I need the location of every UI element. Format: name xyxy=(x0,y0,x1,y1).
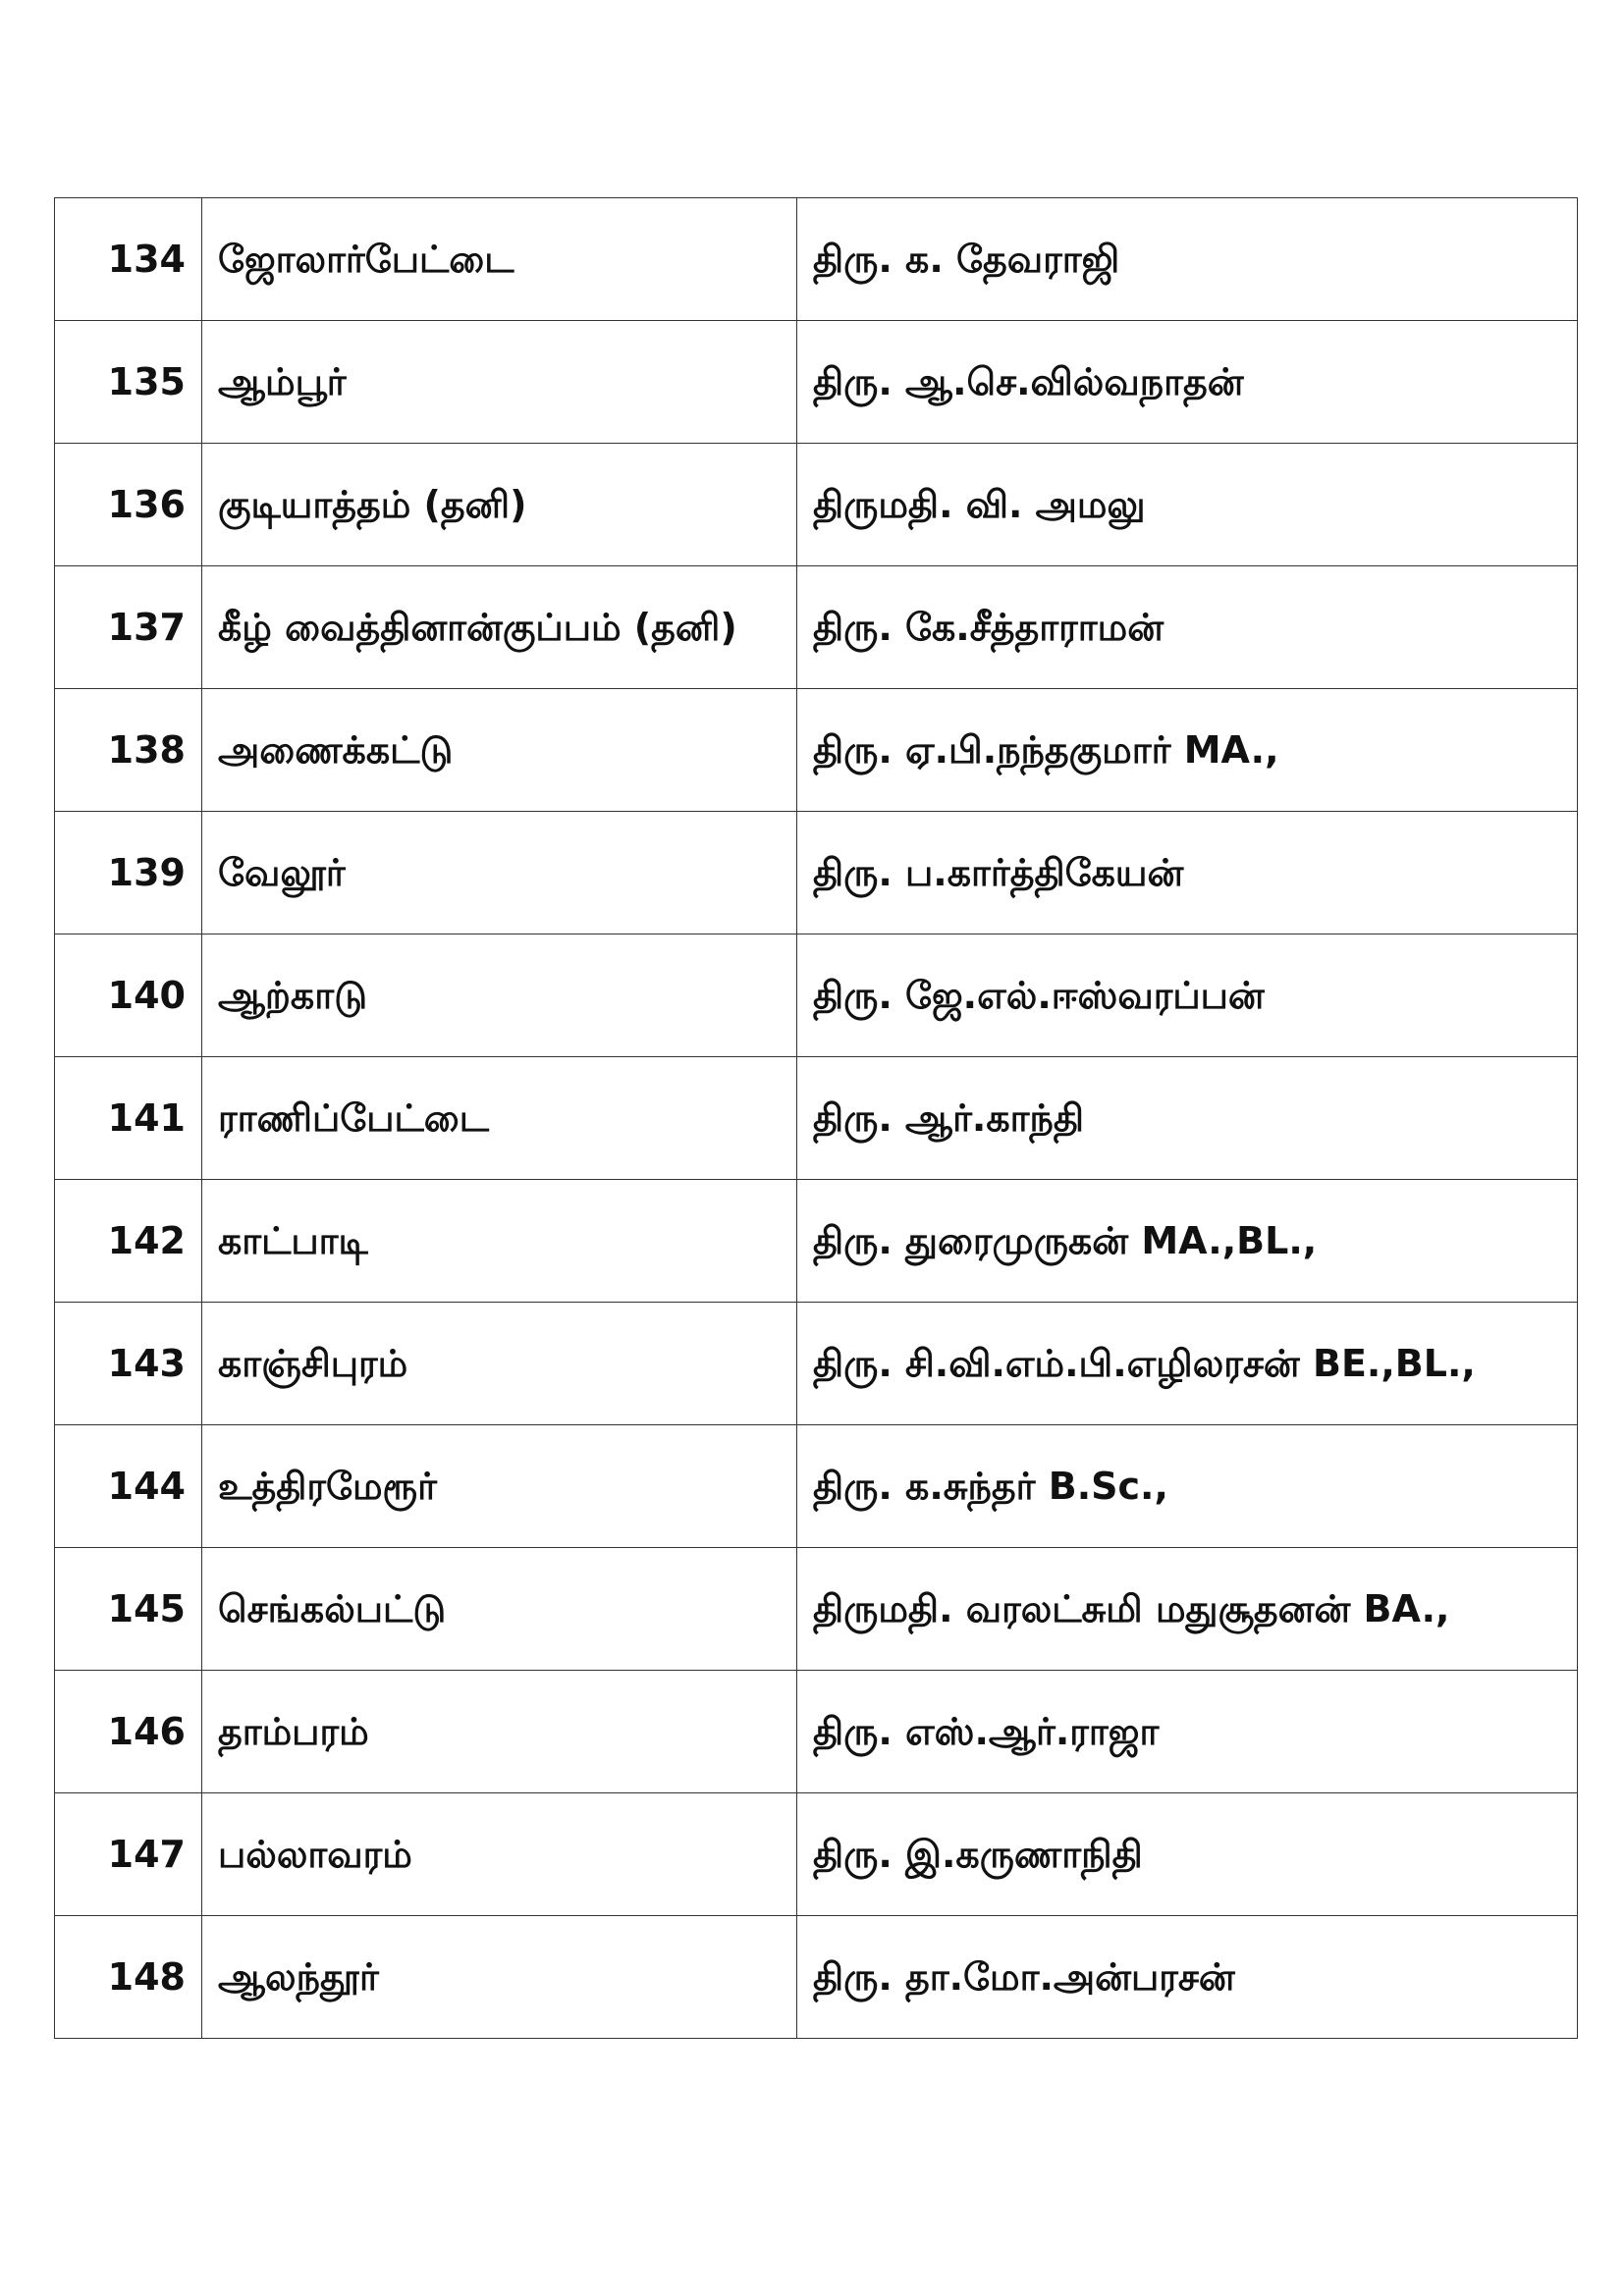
serial-number: 140 xyxy=(55,934,202,1057)
table-row xyxy=(55,1548,1578,1671)
constituency-name: உத்திரமேரூர் xyxy=(202,1425,797,1548)
table-row xyxy=(55,1671,1578,1793)
table-row xyxy=(55,812,1578,934)
constituency-name: காஞ்சிபுரம் xyxy=(202,1303,797,1425)
table-row xyxy=(55,321,1578,444)
candidate-name: திரு. ஏ.பி.நந்தகுமார் MA., xyxy=(797,689,1578,812)
serial-number: 139 xyxy=(55,812,202,934)
constituency-name: வேலூர் xyxy=(202,812,797,934)
serial-number: 143 xyxy=(55,1303,202,1425)
constituency-name: பல்லாவரம் xyxy=(202,1793,797,1916)
candidate-name: திரு. துரைமுருகன் MA.,BL., xyxy=(797,1180,1578,1303)
serial-number: 146 xyxy=(55,1671,202,1793)
serial-number: 147 xyxy=(55,1793,202,1916)
table-row xyxy=(55,444,1578,566)
candidate-name: திரு. எஸ்.ஆர்.ராஜா xyxy=(797,1671,1578,1793)
serial-number: 142 xyxy=(55,1180,202,1303)
table-row xyxy=(55,1425,1578,1548)
constituency-name: தாம்பரம் xyxy=(202,1671,797,1793)
candidate-name: திரு. தா.மோ.அன்பரசன் xyxy=(797,1916,1578,2039)
table-row xyxy=(55,1180,1578,1303)
table-row xyxy=(55,566,1578,689)
serial-number: 138 xyxy=(55,689,202,812)
candidate-name: திருமதி. வரலட்சுமி மதுசூதனன் BA., xyxy=(797,1548,1578,1671)
serial-number: 134 xyxy=(55,198,202,321)
table-row xyxy=(55,934,1578,1057)
serial-number: 137 xyxy=(55,566,202,689)
serial-number: 136 xyxy=(55,444,202,566)
candidate-name: திரு. இ.கருணாநிதி xyxy=(797,1793,1578,1916)
table-row xyxy=(55,689,1578,812)
candidate-name: திருமதி. வி. அமலு xyxy=(797,444,1578,566)
constituency-name: கீழ் வைத்தினான்குப்பம் (தனி) xyxy=(202,566,797,689)
candidate-name: திரு. ஆர்.காந்தி xyxy=(797,1057,1578,1180)
table-row xyxy=(55,1057,1578,1180)
constituency-name: ஆற்காடு xyxy=(202,934,797,1057)
constituency-name: ஆம்பூர் xyxy=(202,321,797,444)
constituency-name: காட்பாடி xyxy=(202,1180,797,1303)
candidate-name: திரு. ஜே.எல்.ஈஸ்வரப்பன் xyxy=(797,934,1578,1057)
serial-number: 144 xyxy=(55,1425,202,1548)
serial-number: 135 xyxy=(55,321,202,444)
constituency-name: ஆலந்தூர் xyxy=(202,1916,797,2039)
serial-number: 145 xyxy=(55,1548,202,1671)
serial-number: 141 xyxy=(55,1057,202,1180)
constituency-name: குடியாத்தம் (தனி) xyxy=(202,444,797,566)
constituency-name: ஜோலார்பேட்டை xyxy=(202,198,797,321)
table-row xyxy=(55,1793,1578,1916)
candidate-name: திரு. கே.சீத்தாராமன் xyxy=(797,566,1578,689)
constituency-name: செங்கல்பட்டு xyxy=(202,1548,797,1671)
table-row xyxy=(55,1916,1578,2039)
candidate-name: திரு. க. தேவராஜி xyxy=(797,198,1578,321)
constituency-name: ராணிப்பேட்டை xyxy=(202,1057,797,1180)
candidate-name: திரு. ப.கார்த்திகேயன் xyxy=(797,812,1578,934)
serial-number: 148 xyxy=(55,1916,202,2039)
constituency-name: அணைக்கட்டு xyxy=(202,689,797,812)
table-row xyxy=(55,198,1578,321)
candidate-name: திரு. ஆ.செ.வில்வநாதன் xyxy=(797,321,1578,444)
candidates-table xyxy=(54,197,1578,2039)
table-body xyxy=(55,198,1578,2039)
table-row xyxy=(55,1303,1578,1425)
candidate-name: திரு. க.சுந்தர் B.Sc., xyxy=(797,1425,1578,1548)
candidate-name: திரு. சி.வி.எம்.பி.எழிலரசன் BE.,BL., xyxy=(797,1303,1578,1425)
